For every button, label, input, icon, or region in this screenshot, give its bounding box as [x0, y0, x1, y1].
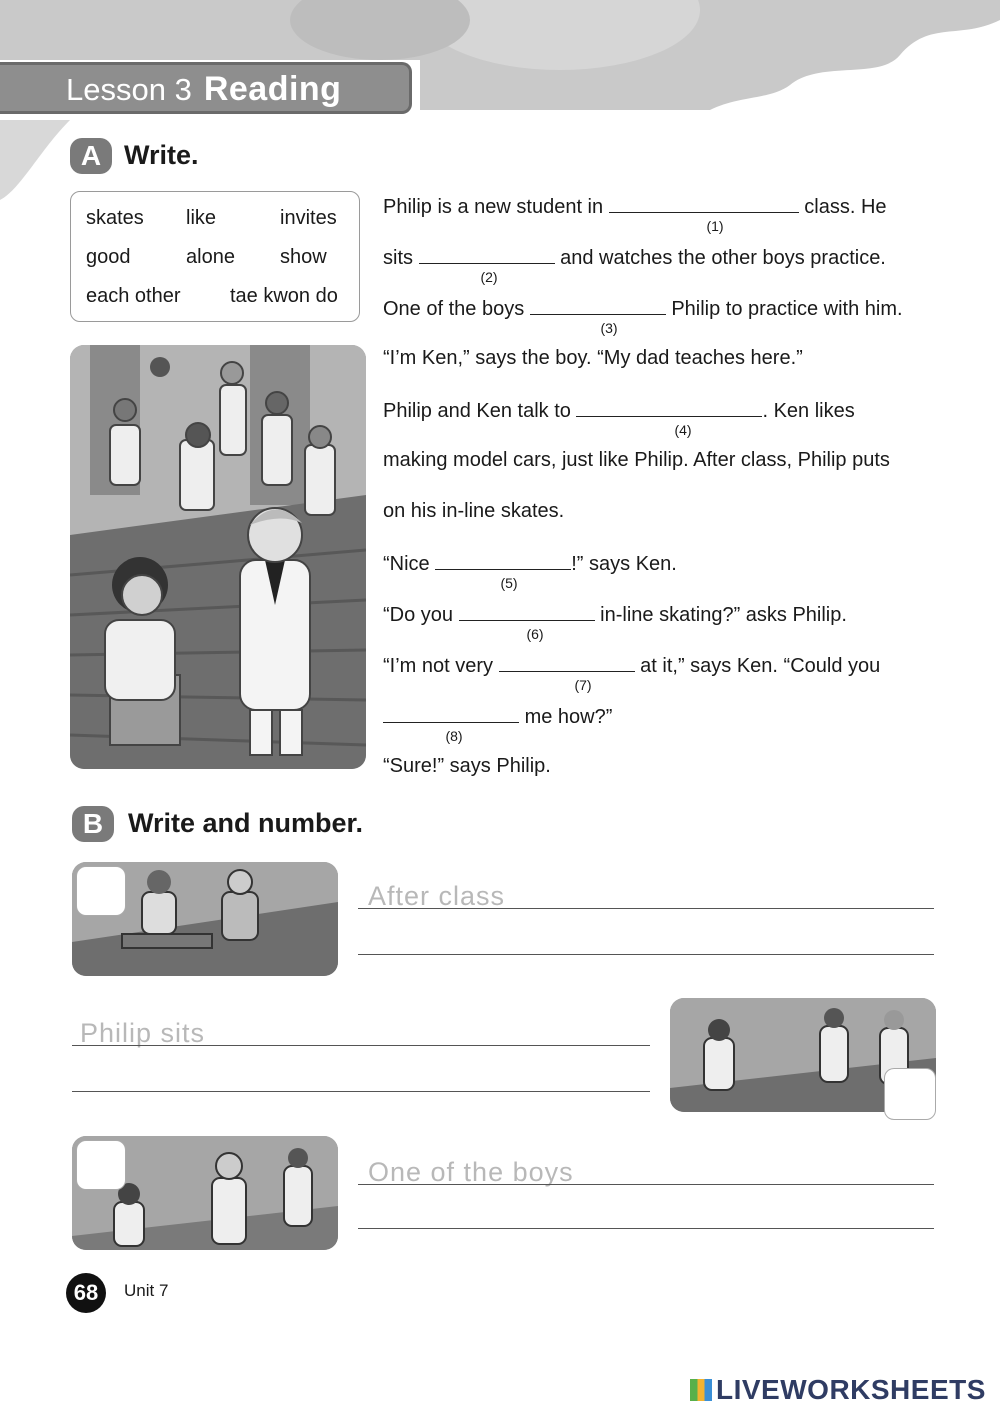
passage-line-2: sits and watches the other boys practice.: [383, 247, 886, 269]
word-bank-item: show: [280, 246, 327, 268]
unit-label: Unit 7: [124, 1281, 169, 1300]
blank-number: (3): [600, 320, 618, 336]
blank-number: (4): [674, 422, 692, 438]
word-bank-item: good: [86, 246, 131, 268]
passage-line-5: Philip and Ken talk to . Ken likes: [383, 400, 855, 422]
number-box-1[interactable]: [76, 866, 126, 916]
lesson-heading: Lesson 3 Reading: [66, 70, 342, 108]
trace-text-1: After class: [368, 881, 506, 911]
passage-line-10: “I’m not very at it,” says Ken. “Could you: [383, 655, 881, 677]
blank-number: (6): [526, 626, 544, 642]
section-a-title: Write.: [124, 140, 199, 170]
watermark-logo: LIVEWORKSHEETS: [690, 1374, 986, 1406]
blank-5[interactable]: [435, 551, 571, 570]
write-line[interactable]: [358, 1228, 934, 1229]
passage-line-3: One of the boys Philip to practice with him.: [383, 298, 903, 320]
blank-number: (8): [445, 728, 463, 744]
blank-1[interactable]: [609, 194, 799, 213]
passage-line-6: making model cars, just like Philip. After class, Philip puts: [383, 449, 890, 471]
write-line[interactable]: [72, 1045, 650, 1046]
passage-line-11: me how?”: [383, 704, 612, 729]
passage-line-4: “I’m Ken,” says the boy. “My dad teaches here.”: [383, 347, 803, 369]
word-bank-item: tae kwon do: [230, 285, 338, 307]
word-bank-item: like: [186, 207, 217, 229]
blank-number: (1): [706, 218, 724, 234]
word-bank-item: alone: [186, 246, 235, 268]
passage-line-12: “Sure!” says Philip.: [383, 755, 551, 777]
passage-line-1: Philip is a new student in class. He: [383, 196, 887, 218]
number-box-2[interactable]: [884, 1068, 936, 1120]
passage-line-8: “Nice !” says Ken.: [383, 553, 677, 575]
page-number: 68: [66, 1273, 106, 1313]
write-line[interactable]: [72, 1091, 650, 1092]
blank-2[interactable]: [419, 245, 555, 264]
blank-number: (7): [574, 677, 592, 693]
blank-6[interactable]: [459, 602, 595, 621]
word-bank-item: skates: [86, 207, 144, 229]
passage-line-7: on his in-line skates.: [383, 500, 565, 522]
blank-4[interactable]: [576, 398, 762, 417]
section-b-badge: B: [72, 806, 114, 842]
section-b-title: Write and number.: [128, 808, 364, 838]
trace-text-3: One of the boys: [368, 1157, 574, 1187]
number-box-3[interactable]: [76, 1140, 126, 1190]
blank-number: (2): [480, 269, 498, 285]
passage-line-9: “Do you in-line skating?” asks Philip.: [383, 604, 847, 626]
section-a-badge: A: [70, 138, 112, 174]
liveworksheets-icon: [690, 1379, 712, 1401]
dojo-illustration: [70, 345, 366, 769]
blank-7[interactable]: [499, 653, 635, 672]
blank-8[interactable]: [383, 704, 519, 723]
blank-number: (5): [500, 575, 518, 591]
write-line[interactable]: [358, 908, 934, 909]
blank-3[interactable]: [530, 296, 666, 315]
write-line[interactable]: [358, 954, 934, 955]
word-bank-item: each other: [86, 285, 181, 307]
word-bank-item: invites: [280, 207, 337, 229]
write-line[interactable]: [358, 1184, 934, 1185]
trace-text-2: Philip sits: [80, 1018, 206, 1048]
